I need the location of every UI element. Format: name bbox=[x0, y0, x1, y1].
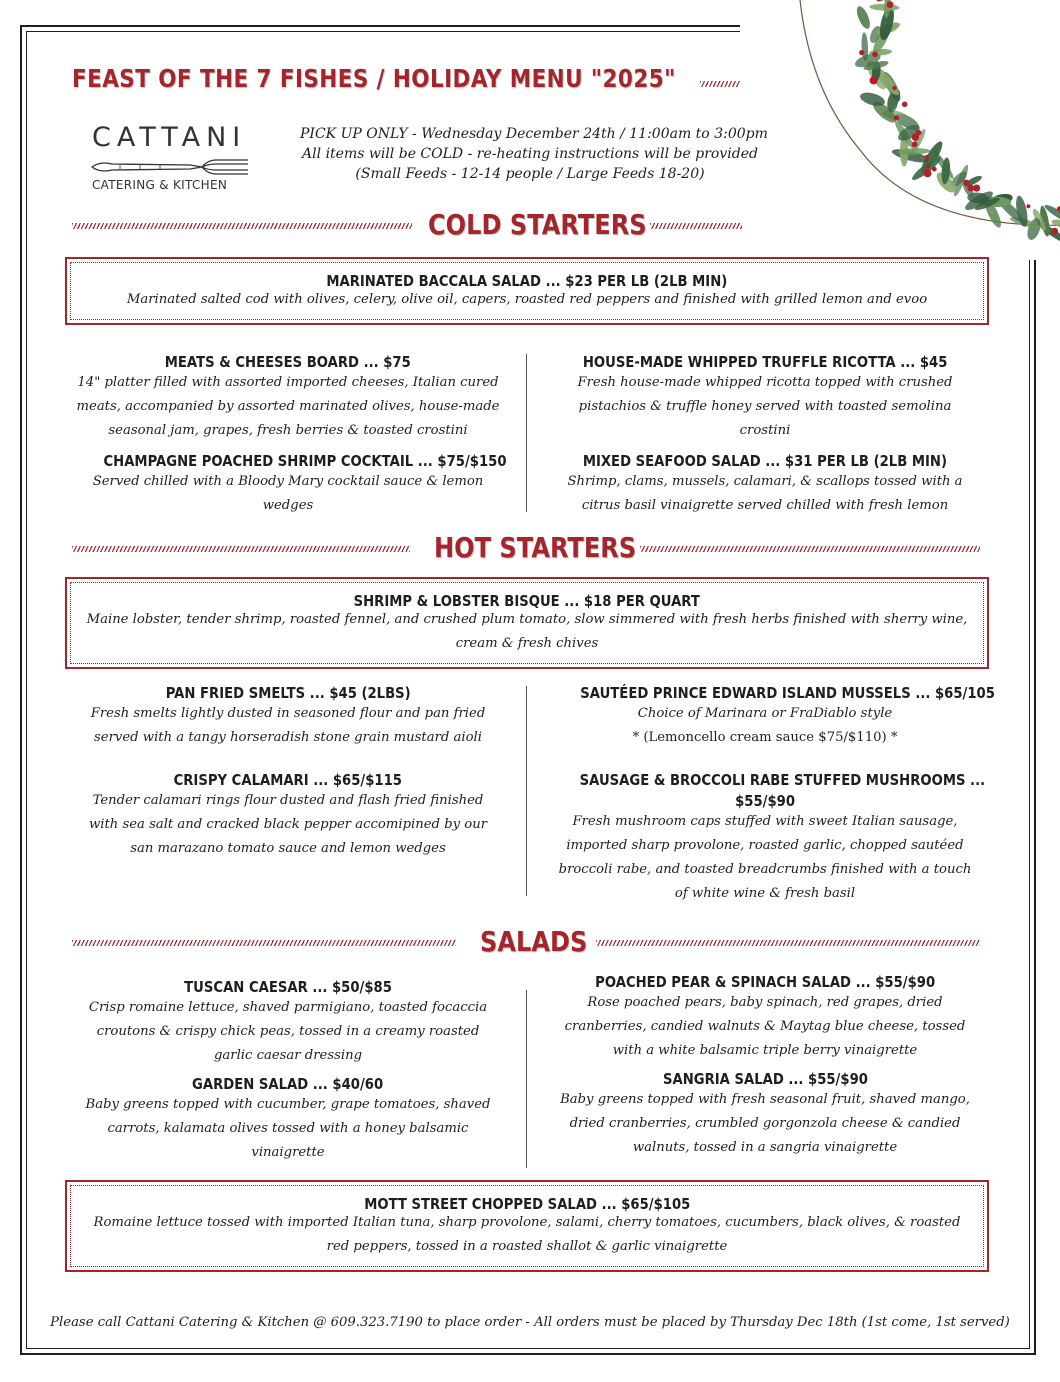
cattani-logo bbox=[86, 122, 256, 202]
menu-item bbox=[76, 683, 500, 750]
column-divider bbox=[526, 354, 527, 512]
holly-berry bbox=[1026, 204, 1030, 208]
item-description: Baby greens topped with cucumber, grape tomatoes, shaved carrots, kalamata olives tossed with a honey balsamic vinaigrette bbox=[85, 1097, 491, 1160]
holly-berry bbox=[912, 141, 918, 147]
item-description: 14" platter filled with assorted imported cheeses, Italian cured meats, accompanied by assorted marinated olives, house-made seasonal jam, grapes, fresh berries & toasted crostini bbox=[76, 375, 500, 438]
item-title: TUSCAN CAESAR ... $50/$85 bbox=[184, 978, 392, 996]
column-divider bbox=[526, 686, 527, 896]
section-divider bbox=[640, 546, 980, 552]
item-title: SAUSAGE & BROCCOLI RABE STUFFED MUSHROOMS ... bbox=[579, 771, 986, 789]
section-divider bbox=[650, 223, 742, 229]
hot-left-column bbox=[76, 683, 500, 861]
section-divider bbox=[596, 940, 980, 946]
pickup-info bbox=[300, 124, 768, 184]
item-title: MARINATED BACCALA SALAD ... $23 PER LB (2LB MIN) bbox=[326, 272, 728, 290]
item-title: HOUSE-MADE WHIPPED TRUFFLE RICOTTA ... $45 bbox=[582, 353, 948, 371]
salads-right-column bbox=[552, 972, 978, 1160]
cold-starters-heading bbox=[72, 208, 742, 244]
menu-item bbox=[552, 451, 978, 518]
section-title: SALADS bbox=[480, 925, 588, 958]
holly-berry bbox=[859, 50, 864, 55]
item-description: Choice of Marinara or FraDiablo style bbox=[637, 706, 893, 721]
pickup-line: All items will be COLD - re-heating instructions will be provided bbox=[302, 146, 758, 162]
item-description: Served chilled with a Bloody Mary cocktail sauce & lemon wedges bbox=[92, 474, 484, 513]
item-description: Fresh house-made whipped ricotta topped with crushed pistachios & truffle honey served with toasted semolina crostini bbox=[577, 375, 953, 438]
holly-berry bbox=[973, 185, 980, 192]
salads-left-column bbox=[76, 977, 500, 1165]
salads-heading bbox=[72, 925, 982, 961]
item-title: PAN FRIED SMELTS ... $45 (2LBS) bbox=[165, 684, 411, 702]
item-title: CHAMPAGNE POACHED SHRIMP COCKTAIL ... $75/$150 bbox=[103, 452, 507, 470]
menu-item bbox=[552, 683, 995, 750]
item-price: $55/$90 bbox=[735, 792, 795, 810]
holly-berry bbox=[932, 167, 937, 172]
column-divider bbox=[526, 990, 527, 1168]
pickup-line: (Small Feeds - 12-14 people / Large Feeds 18-20) bbox=[355, 166, 705, 182]
item-description: Shrimp, clams, mussels, calamari, & scallops tossed with a citrus basil vinaigrette served chilled with fresh lemon bbox=[567, 474, 963, 513]
hot-right-column bbox=[552, 683, 995, 906]
item-title: SAUTÉED PRINCE EDWARD ISLAND MUSSELS ... $65/105 bbox=[580, 684, 995, 702]
item-description: Tender calamari rings flour dusted and flash fried finished with sea salt and cracked black pepper accomipined by our san marazano tomato sauce and lemon wedges bbox=[88, 793, 488, 856]
section-divider bbox=[72, 223, 412, 229]
pickup-line: PICK UP ONLY - Wednesday December 24th / 11:00am to 3:00pm bbox=[300, 126, 768, 142]
section-divider bbox=[72, 546, 410, 552]
holly-berry bbox=[924, 170, 932, 178]
item-note: * (Lemoncello cream sauce $75/$110) * bbox=[632, 730, 898, 745]
cold-right-column bbox=[552, 352, 978, 518]
holly-berry bbox=[887, 1, 894, 8]
featured-item-box bbox=[65, 577, 989, 669]
item-title: POACHED PEAR & SPINACH SALAD ... $55/$90 bbox=[594, 973, 935, 991]
menu-item bbox=[76, 1074, 500, 1165]
item-description: Rose poached pears, baby spinach, red grapes, dried cranberries, candied walnuts & Maytag blue cheese, tossed with a white balsamic triple berry vinaigrette bbox=[564, 995, 966, 1058]
holly-berry bbox=[902, 102, 908, 108]
cold-left-column bbox=[76, 352, 507, 518]
item-description: Marinated salted cod with olives, celery, olive oil, capers, roasted red peppers and finished with grilled lemon and evoo bbox=[126, 292, 928, 307]
title-divider bbox=[700, 81, 740, 87]
hot-starters-heading bbox=[72, 531, 982, 567]
holly-berry bbox=[892, 86, 896, 90]
fork-icon bbox=[90, 156, 250, 178]
holly-leaf bbox=[854, 4, 872, 30]
item-title: SANGRIA SALAD ... $55/$90 bbox=[662, 1070, 868, 1088]
item-description: Maine lobster, tender shrimp, roasted fennel, and crushed plum tomato, slow simmered with fresh herbs finished with sherry wine, cream & fresh chives bbox=[86, 612, 968, 651]
menu-item bbox=[552, 972, 978, 1063]
item-description: Romaine lettuce tossed with imported Italian tuna, sharp provolone, salami, cherry tomatoes, cucumbers, black olives, & roasted red peppers, tossed in a roasted shallot & garlic vinaigrette bbox=[93, 1215, 961, 1254]
menu-item bbox=[552, 1069, 978, 1160]
holly-berry bbox=[870, 76, 878, 84]
featured-item-box bbox=[65, 257, 989, 325]
logo-subtitle: CATERING & KITCHEN bbox=[92, 178, 228, 192]
item-description: Crisp romaine lettuce, shaved parmigiano, toasted focaccia croutons & crispy chick peas, tossed in a creamy roasted garlic caesar dressing bbox=[88, 1000, 488, 1063]
menu-item bbox=[76, 451, 507, 518]
item-title: GARDEN SALAD ... $40/60 bbox=[192, 1075, 384, 1093]
item-title: SHRIMP & LOBSTER BISQUE ... $18 PER QUART bbox=[353, 592, 701, 610]
item-title: MIXED SEAFOOD SALAD ... $31 PER LB (2LB MIN) bbox=[582, 452, 948, 470]
item-description: Baby greens topped with fresh seasonal fruit, shaved mango, dried cranberries, crumbled gorgonzola cheese & candied walnuts, tossed in a sangria vinaigrette bbox=[560, 1092, 970, 1155]
menu-item bbox=[76, 352, 500, 443]
menu-title: FEAST OF THE 7 FISHES / HOLIDAY MENU "2025" bbox=[72, 64, 676, 93]
section-title: HOT STARTERS bbox=[434, 531, 637, 564]
item-title: MOTT STREET CHOPPED SALAD ... $65/$105 bbox=[363, 1195, 691, 1213]
menu-item bbox=[76, 977, 500, 1068]
section-title: COLD STARTERS bbox=[428, 208, 647, 241]
item-title: MEATS & CHEESES BOARD ... $75 bbox=[164, 353, 412, 371]
holly-wreath-icon bbox=[740, 0, 1060, 260]
featured-item-box bbox=[65, 1180, 989, 1272]
holly-berry bbox=[1051, 228, 1058, 235]
holly-berry bbox=[916, 130, 922, 136]
order-footer: Please call Cattani Catering & Kitchen @ 609.323.7190 to place order - All orders must be placed by Thursday Dec 18th (1st come, 1st served) bbox=[50, 1315, 1010, 1330]
holly-berry bbox=[926, 164, 930, 168]
menu-item bbox=[552, 770, 986, 906]
item-description: Fresh smelts lightly dusted in seasoned flour and pan fried served with a tangy horseradish stone grain mustard aioli bbox=[90, 706, 486, 745]
item-title: CRISPY CALAMARI ... $65/$115 bbox=[173, 771, 403, 789]
holly-berry bbox=[872, 52, 878, 58]
menu-item bbox=[76, 770, 500, 861]
item-description: Fresh mushroom caps stuffed with sweet Italian sausage, imported sharp provolone, roasted garlic, chopped sautéed broccoli rabe, and toasted breadcrumbs finished with a touch of white wine & fresh basil bbox=[558, 814, 972, 901]
holly-berry bbox=[894, 115, 899, 120]
menu-item bbox=[552, 352, 978, 443]
holly-berry bbox=[924, 155, 929, 160]
logo-wordmark: CATTANI bbox=[92, 122, 247, 153]
section-divider bbox=[72, 940, 456, 946]
holly-berry bbox=[964, 180, 970, 186]
